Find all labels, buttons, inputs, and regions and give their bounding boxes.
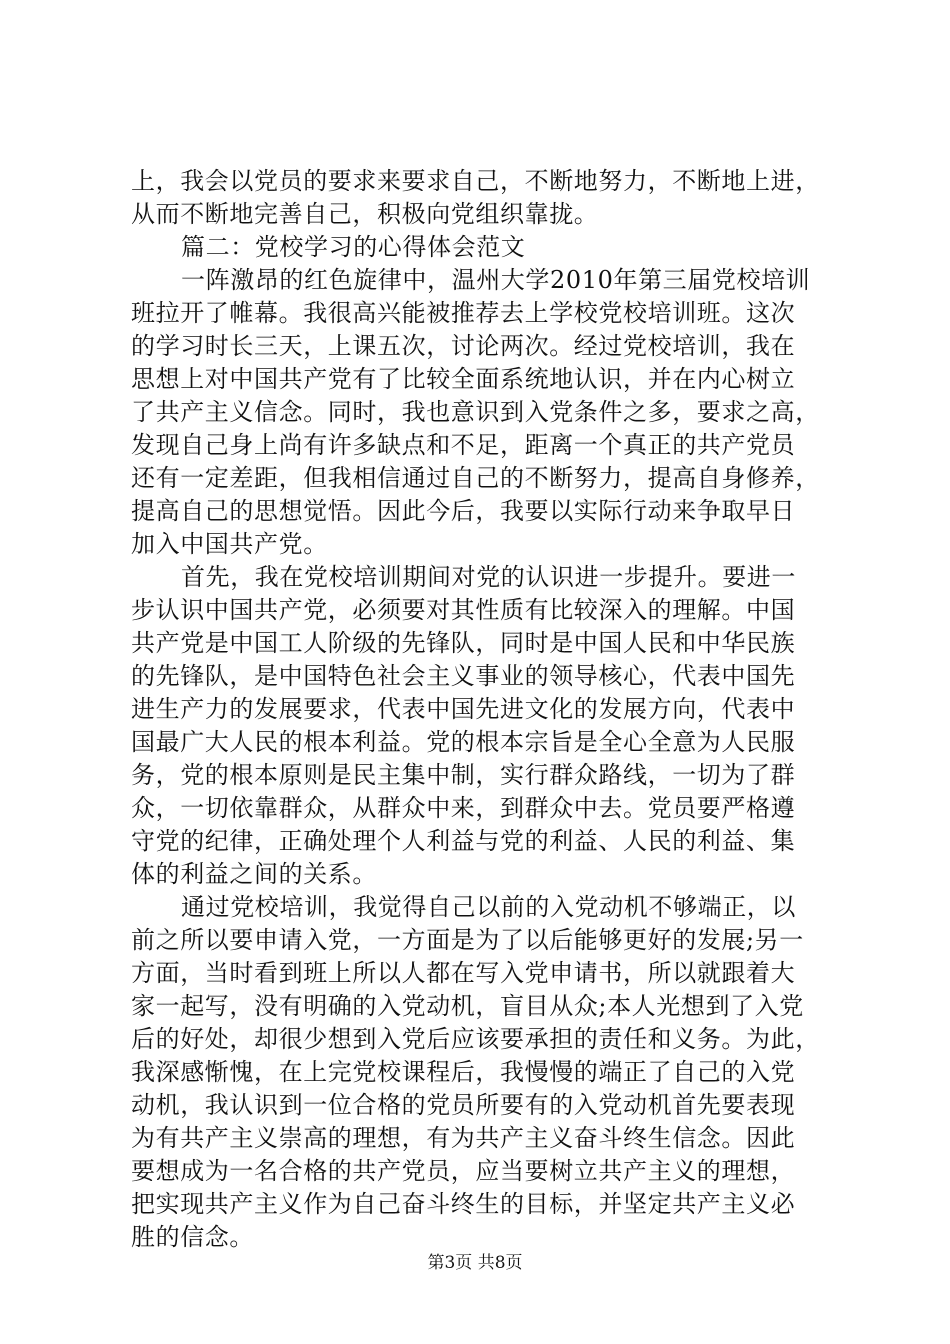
- text-line: 要想成为一名合格的共产党员，应当要树立共产主义的理想，: [131, 1157, 796, 1185]
- text-line: 把实现共产主义作为自己奋斗终生的目标，并坚定共产主义必: [131, 1190, 796, 1218]
- text-line: 一阵激昂的红色旋律中，温州大学2010年第三届党校培训: [181, 266, 811, 294]
- text-line: 务，党的根本原则是民主集中制，实行群众路线，一切为了群: [131, 761, 796, 789]
- page-number-footer: 第3页 共8页: [427, 1253, 523, 1273]
- text-line: 加入中国共产党。: [131, 530, 328, 558]
- text-line: 为有共产主义崇高的理想，有为共产主义奋斗终生信念。因此: [131, 1124, 796, 1152]
- text-line: 动机，我认识到一位合格的党员所要有的入党动机首先要表现: [131, 1091, 796, 1119]
- text-line: 体的利益之间的关系。: [131, 860, 377, 888]
- text-line: 胜的信念。: [131, 1223, 254, 1251]
- document-body: [131, 165, 821, 1254]
- text-line: 还有一定差距，但我相信通过自己的不断努力，提高自身修养，: [131, 464, 820, 492]
- text-line: 方面，当时看到班上所以人都在写入党申请书，所以就跟着大: [131, 959, 796, 987]
- text-line: 提高自己的思想觉悟。因此今后，我要以实际行动来争取早日: [131, 497, 796, 525]
- text-line: 的先锋队，是中国特色社会主义事业的领导核心，代表中国先: [131, 662, 796, 690]
- text-line: 发现自己身上尚有许多缺点和不足，距离一个真正的共产党员: [131, 431, 796, 459]
- text-line: 我深感惭愧，在上完党校课程后，我慢慢的端正了自己的入党: [131, 1058, 796, 1086]
- text-line: 众，一切依靠群众，从群众中来，到群众中去。党员要严格遵: [131, 794, 796, 822]
- text-line: 的学习时长三天，上课五次，讨论两次。经过党校培训，我在: [131, 332, 796, 360]
- text-line: 思想上对中国共产党有了比较全面系统地认识，并在内心树立: [131, 365, 796, 393]
- text-line: 前之所以要申请入党，一方面是为了以后能够更好的发展;另一: [131, 926, 804, 954]
- text-line: 上，我会以党员的要求来要求自己，不断地努力，不断地上进，: [131, 167, 820, 195]
- text-line: 首先，我在党校培训期间对党的认识进一步提升。要进一: [181, 563, 796, 591]
- text-line: 从而不断地完善自己，积极向党组织靠拢。: [131, 200, 599, 228]
- text-line: 家一起写，没有明确的入党动机，盲目从众;本人光想到了入党: [131, 992, 804, 1020]
- text-line: 进生产力的发展要求，代表中国先进文化的发展方向，代表中: [131, 695, 796, 723]
- text-line: 共产党是中国工人阶级的先锋队，同时是中国人民和中华民族: [131, 629, 796, 657]
- text-line: 班拉开了帷幕。我很高兴能被推荐去上学校党校培训班。这次: [131, 299, 796, 327]
- text-line: 守党的纪律，正确处理个人利益与党的利益、人民的利益、集: [131, 827, 796, 855]
- text-line: 了共产主义信念。同时，我也意识到入党条件之多，要求之高，: [131, 398, 820, 426]
- text-line: 篇二：党校学习的心得体会范文: [181, 233, 526, 261]
- text-line: 步认识中国共产党，必须要对其性质有比较深入的理解。中国: [131, 596, 796, 624]
- text-line: 后的好处，却很少想到入党后应该要承担的责任和义务。为此，: [131, 1025, 820, 1053]
- text-line: 通过党校培训，我觉得自己以前的入党动机不够端正，以: [181, 893, 796, 921]
- text-line: 国最广大人民的根本利益。党的根本宗旨是全心全意为人民服: [131, 728, 796, 756]
